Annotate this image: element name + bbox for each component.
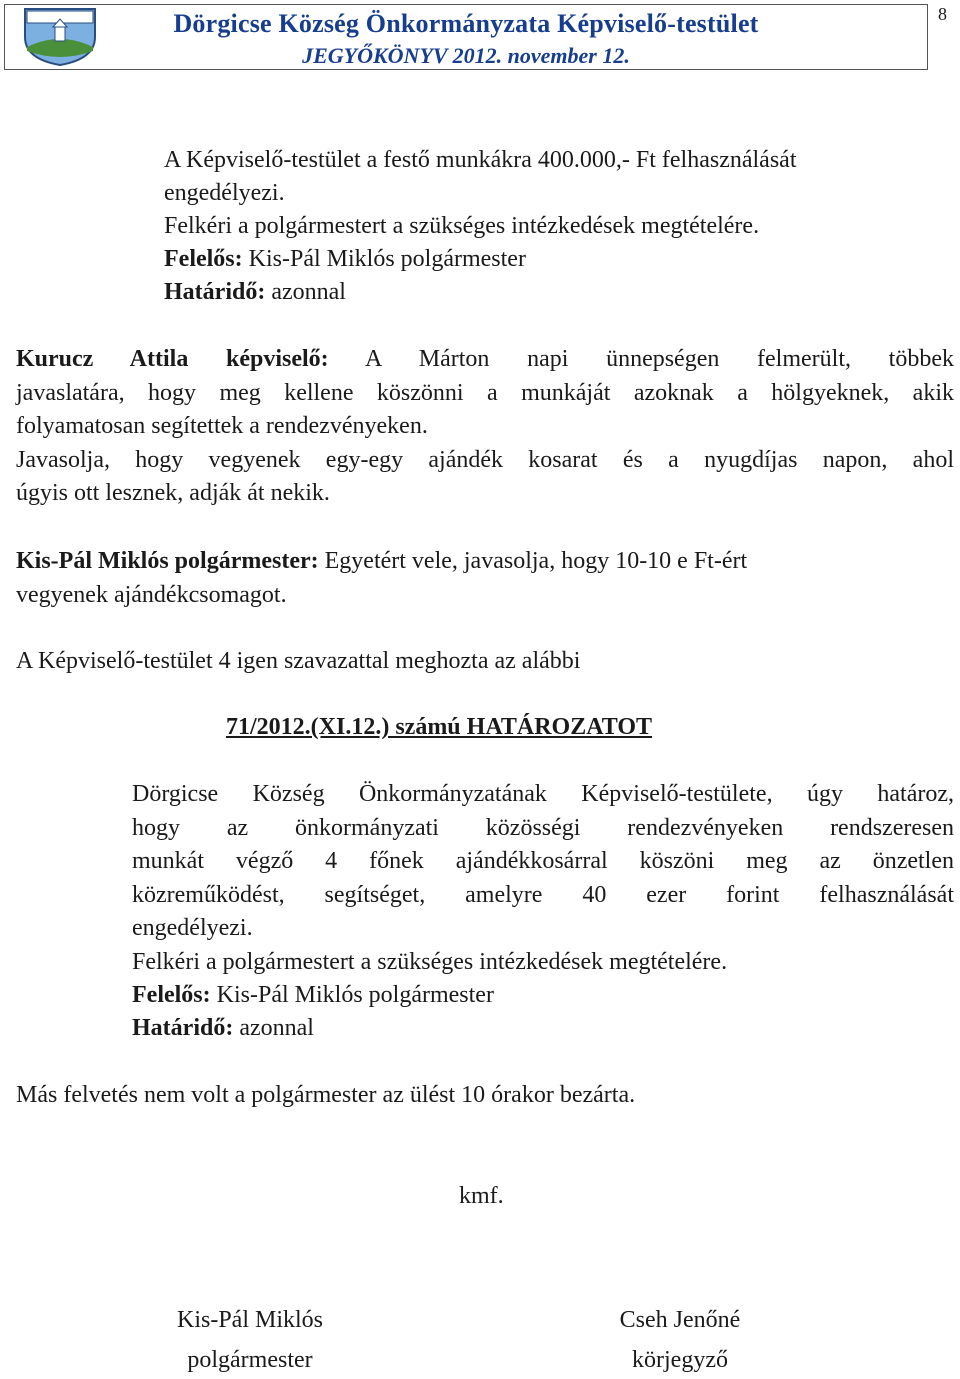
resolution-line6: Felkéri a polgármestert a szükséges intézkedések megtételére.	[132, 949, 728, 975]
resolution-line5: engedélyezi.	[132, 915, 253, 941]
kurucz-line1	[16, 344, 954, 374]
closing-statement: Más felvetés nem volt a polgármester az ülést 10 órakor bezárta.	[16, 1082, 636, 1108]
kurucz-line3: folyamatosan segítettek a rendezvényeken.	[16, 413, 428, 439]
deadline-label: Határidő:	[164, 279, 266, 305]
responsible-label: Felelős:	[132, 982, 211, 1008]
signature-name-mayor: Kis-Pál Miklós	[176, 1307, 323, 1333]
page-number: 8	[938, 4, 947, 24]
deadline-value: azonnal	[233, 1015, 314, 1041]
section1-line1: A Képviselő-testület a festő munkákra 400.000,- Ft felhasználását	[164, 147, 797, 173]
kurucz-line5: úgyis ott lesznek, adják át nekik.	[16, 480, 330, 506]
kmf-text: kmf.	[459, 1183, 504, 1209]
kurucz-line4: Javasolja, hogy vegyenek egy-egy ajándék kosarat és a nyugdíjas napon, ahol	[16, 447, 954, 473]
section1-deadline	[164, 277, 346, 307]
resolution-title: 71/2012.(XI.12.) számú HATÁROZATOT	[226, 714, 653, 740]
kispal-line2: vegyenek ajándékcsomagot.	[16, 582, 287, 608]
signature-title-notary: körjegyző	[632, 1347, 728, 1373]
responsible-value: Kis-Pál Miklós polgármester	[210, 982, 494, 1008]
resolution-line4: közreműködést, segítséget, amelyre 40 ezer forint felhasználását	[132, 882, 954, 908]
resolution-line2: hogy az önkormányzati közösségi rendezvényeken rendszeresen	[132, 815, 954, 841]
vote-statement: A Képviselő-testület 4 igen szavazattal meghozta az alábbi	[16, 648, 581, 674]
responsible-value: Kis-Pál Miklós polgármester	[242, 246, 526, 272]
resolution-line1: Dörgicse Község Önkormányzatának Képviselő-testülete, úgy határoz,	[132, 781, 954, 807]
header-title: Dörgicse Község Önkormányzata Képviselő-testület	[173, 9, 759, 38]
kispal-line1-text: Egyetért vele, javasolja, hogy 10-10 e Ft-ért	[318, 548, 748, 574]
resolution-deadline	[132, 1013, 314, 1043]
kurucz-line2: javaslatára, hogy meg kellene köszönni a munkáját azoknak a hölgyeknek, akik	[16, 380, 954, 406]
signature-name-notary: Cseh Jenőné	[619, 1307, 741, 1333]
deadline-value: azonnal	[265, 279, 346, 305]
kurucz-speaker: Kurucz Attila képviselő:	[16, 346, 329, 372]
section1-line2: engedélyezi.	[164, 180, 285, 206]
signature-title-mayor: polgármester	[187, 1347, 313, 1373]
resolution-line3: munkát végző 4 főnek ajándékkosárral köszöni meg az önzetlen	[132, 848, 954, 874]
section1-responsible	[164, 244, 526, 274]
kispal-speaker: Kis-Pál Miklós polgármester:	[16, 548, 319, 574]
responsible-label: Felelős:	[164, 246, 243, 272]
kispal-line1	[16, 546, 747, 576]
header-subtitle: JEGYŐKÖNYV 2012. november 12.	[302, 43, 630, 68]
resolution-responsible	[132, 980, 494, 1010]
deadline-label: Határidő:	[132, 1015, 234, 1041]
kurucz-line1-text: A Márton napi ünnepségen felmerült, többek	[328, 346, 954, 372]
section1-line3: Felkéri a polgármestert a szükséges intézkedések megtételére.	[164, 213, 760, 239]
coat-of-arms-icon	[19, 7, 101, 67]
page-header	[4, 4, 928, 70]
